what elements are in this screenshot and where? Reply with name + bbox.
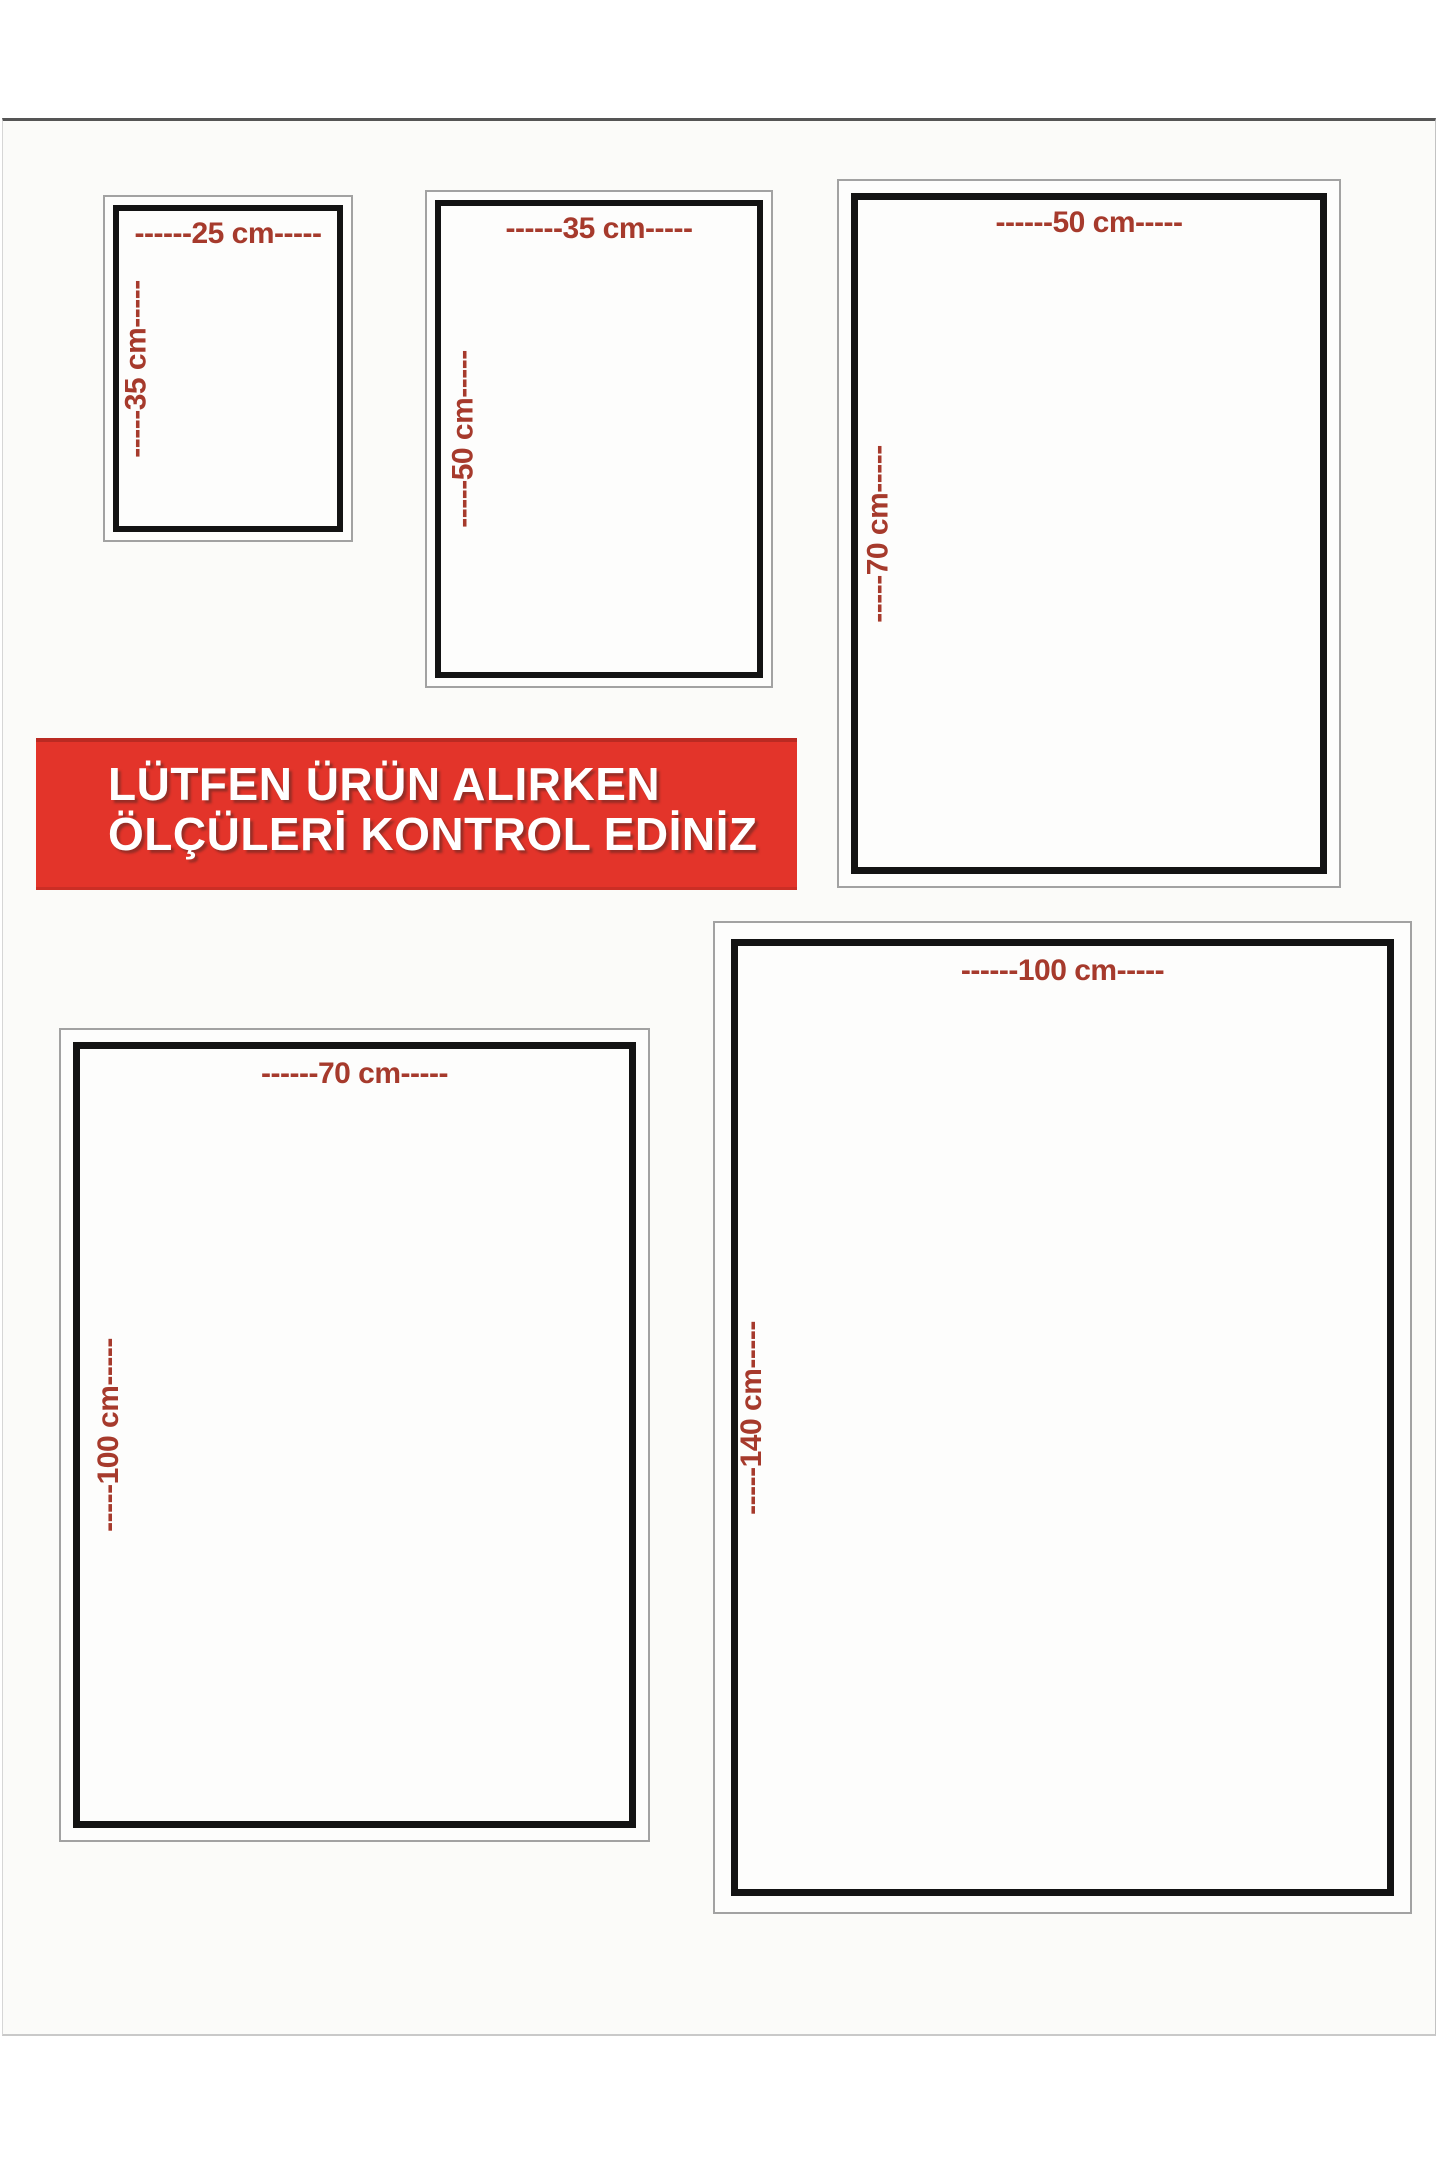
banner-line-1: LÜTFEN ÜRÜN ALIRKEN [108, 758, 661, 810]
width-dimension-label-70cm: ------70 cm----- [261, 1057, 448, 1090]
size-box-35x50 [425, 190, 773, 688]
size-box-70x100 [59, 1028, 650, 1842]
size-frame-35x50 [435, 200, 763, 678]
banner-line-2: ÖLÇÜLERİ KONTROL EDİNİZ [108, 808, 758, 860]
size-box-50x70 [837, 179, 1341, 888]
size-box-100x140 [713, 921, 1412, 1914]
height-dimension-label-50cm: -----50 cm----- [447, 350, 480, 528]
height-dimension-label-140cm: -----140 cm----- [735, 1320, 768, 1515]
height-dimension-label-100cm: -----100 cm----- [92, 1338, 125, 1532]
size-frame-50x70 [851, 193, 1327, 874]
width-dimension-label-100cm: ------100 cm----- [960, 954, 1165, 987]
width-dimension-label-50cm: ------50 cm----- [995, 206, 1183, 239]
size-frame-25x35 [113, 205, 343, 532]
width-dimension-label-35cm: ------35 cm----- [505, 212, 693, 245]
size-frame-70x100 [73, 1042, 636, 1828]
size-box-25x35 [103, 195, 353, 542]
width-dimension-label-25cm: ------25 cm----- [134, 217, 322, 250]
height-dimension-label-70cm: -----70 cm----- [862, 444, 895, 623]
height-dimension-label-35cm: -----35 cm----- [120, 279, 153, 458]
size-warning-banner [36, 738, 797, 890]
size-frame-100x140 [731, 939, 1394, 1896]
